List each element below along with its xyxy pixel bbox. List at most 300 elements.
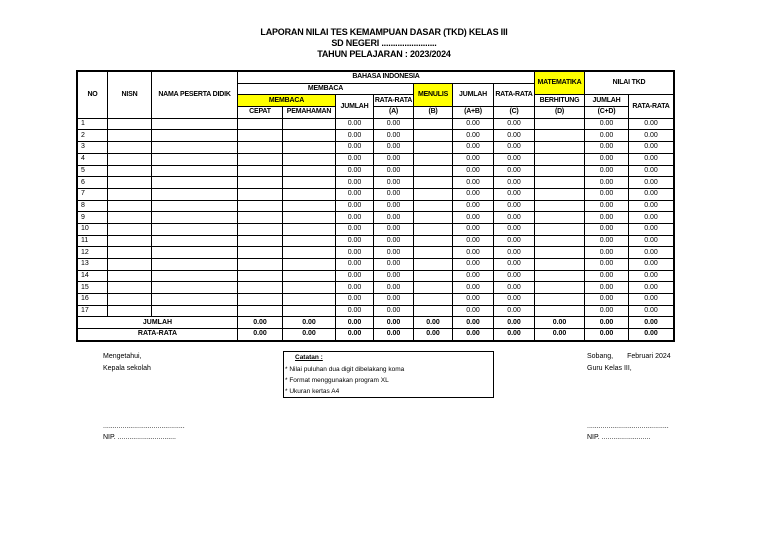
school-year: TAHUN PELAJARAN : 2023/2024	[317, 49, 451, 59]
row-number: 15	[78, 282, 108, 294]
cell-rata-c: 0.00	[494, 270, 535, 282]
col-membaca-sub: MEMBACA	[238, 95, 336, 107]
col-bahasa-indonesia: BAHASA INDONESIA	[238, 72, 535, 84]
cell-jumlah-cd: 0.00	[585, 223, 629, 235]
empty-cell	[152, 270, 238, 282]
empty-cell	[535, 165, 585, 177]
col-nilai-tkd: NILAI TKD	[585, 72, 674, 95]
row-number: 9	[78, 212, 108, 224]
summary-rata-label: RATA-RATA	[78, 329, 238, 341]
cell-rata-a: 0.00	[374, 282, 414, 294]
cell-jumlah-cd: 0.00	[585, 259, 629, 271]
empty-cell	[414, 130, 453, 142]
cell-jumlah: 0.00	[336, 235, 374, 247]
col-jumlah-ab-label: JUMLAH	[453, 83, 494, 106]
left-signature-line: ..........................................	[103, 423, 185, 430]
empty-cell	[414, 165, 453, 177]
cell-jumlah: 0.00	[336, 247, 374, 259]
empty-cell	[238, 165, 283, 177]
cell-jumlah: 0.00	[336, 305, 374, 317]
empty-cell	[108, 235, 152, 247]
notes-item: * Format menggunakan program XL	[285, 377, 389, 384]
empty-cell	[535, 247, 585, 259]
empty-cell	[238, 282, 283, 294]
cell-jumlah: 0.00	[336, 130, 374, 142]
cell-jumlah: 0.00	[336, 294, 374, 306]
empty-cell	[283, 200, 336, 212]
empty-cell	[238, 305, 283, 317]
summary-jumlah-cell: 0.00	[629, 317, 674, 329]
empty-cell	[283, 188, 336, 200]
empty-cell	[283, 223, 336, 235]
cell-jumlah-ab: 0.00	[453, 130, 494, 142]
summary-rata-cell: 0.00	[283, 329, 336, 341]
cell-rata-tkd: 0.00	[629, 223, 674, 235]
cell-rata-c: 0.00	[494, 188, 535, 200]
cell-jumlah-ab: 0.00	[453, 142, 494, 154]
row-number: 6	[78, 177, 108, 189]
summary-row-rata	[78, 329, 674, 341]
empty-cell	[152, 305, 238, 317]
left-nip: NIP. ..............................	[103, 434, 177, 441]
empty-cell	[414, 177, 453, 189]
col-no: NO	[78, 72, 108, 119]
empty-cell	[283, 153, 336, 165]
empty-cell	[238, 247, 283, 259]
row-number: 7	[78, 188, 108, 200]
cell-jumlah-ab: 0.00	[453, 165, 494, 177]
cell-rata-tkd: 0.00	[629, 142, 674, 154]
cell-rata-c: 0.00	[494, 259, 535, 271]
table-row	[78, 270, 674, 282]
cell-jumlah-cd: 0.00	[585, 165, 629, 177]
table-row	[78, 142, 674, 154]
row-number: 17	[78, 305, 108, 317]
empty-cell	[238, 153, 283, 165]
summary-jumlah-cell: 0.00	[585, 317, 629, 329]
cell-jumlah-cd: 0.00	[585, 177, 629, 189]
cell-rata-a: 0.00	[374, 130, 414, 142]
table-body	[78, 118, 674, 317]
summary-jumlah-cell: 0.00	[535, 317, 585, 329]
empty-cell	[283, 130, 336, 142]
empty-cell	[152, 165, 238, 177]
notes-box	[283, 351, 494, 398]
empty-cell	[414, 235, 453, 247]
table-row	[78, 177, 674, 189]
cell-jumlah: 0.00	[336, 282, 374, 294]
empty-cell	[152, 235, 238, 247]
cell-rata-c: 0.00	[494, 200, 535, 212]
empty-cell	[283, 270, 336, 282]
cell-rata-tkd: 0.00	[629, 165, 674, 177]
right-nip: NIP. .........................	[587, 434, 651, 441]
empty-cell	[535, 188, 585, 200]
cell-rata-tkd: 0.00	[629, 153, 674, 165]
summary-rata-cell: 0.00	[374, 329, 414, 341]
summary-rata-cell: 0.00	[494, 329, 535, 341]
summary-jumlah-cell: 0.00	[336, 317, 374, 329]
empty-cell	[108, 142, 152, 154]
empty-cell	[238, 235, 283, 247]
empty-cell	[535, 212, 585, 224]
empty-cell	[535, 270, 585, 282]
cell-jumlah-ab: 0.00	[453, 118, 494, 130]
cell-jumlah-ab: 0.00	[453, 294, 494, 306]
row-number: 14	[78, 270, 108, 282]
table-row	[78, 200, 674, 212]
col-cepat: CEPAT	[238, 107, 283, 119]
empty-cell	[535, 130, 585, 142]
cell-jumlah-cd: 0.00	[585, 118, 629, 130]
cell-jumlah-cd: 0.00	[585, 142, 629, 154]
empty-cell	[152, 259, 238, 271]
cell-jumlah-ab: 0.00	[453, 212, 494, 224]
col-jumlah: JUMLAH	[336, 95, 374, 118]
empty-cell	[414, 212, 453, 224]
col-pemahaman: PEMAHAMAN	[283, 107, 336, 119]
empty-cell	[152, 177, 238, 189]
cell-jumlah-ab: 0.00	[453, 282, 494, 294]
cell-rata-c: 0.00	[494, 282, 535, 294]
empty-cell	[238, 142, 283, 154]
empty-cell	[535, 259, 585, 271]
cell-rata-a: 0.00	[374, 235, 414, 247]
cell-jumlah-ab: 0.00	[453, 259, 494, 271]
cell-rata-tkd: 0.00	[629, 212, 674, 224]
row-number: 1	[78, 118, 108, 130]
empty-cell	[152, 282, 238, 294]
summary-row-jumlah	[78, 317, 674, 329]
empty-cell	[535, 305, 585, 317]
row-number: 4	[78, 153, 108, 165]
cell-jumlah-ab: 0.00	[453, 153, 494, 165]
col-nisn: NISN	[108, 72, 152, 119]
empty-cell	[152, 247, 238, 259]
cell-rata-tkd: 0.00	[629, 259, 674, 271]
empty-cell	[152, 118, 238, 130]
cell-rata-a: 0.00	[374, 177, 414, 189]
empty-cell	[108, 282, 152, 294]
cell-jumlah-ab: 0.00	[453, 177, 494, 189]
cell-rata-a: 0.00	[374, 247, 414, 259]
summary-rata-cell: 0.00	[629, 329, 674, 341]
cell-rata-tkd: 0.00	[629, 188, 674, 200]
cell-jumlah: 0.00	[336, 200, 374, 212]
cell-jumlah-ab: 0.00	[453, 200, 494, 212]
cell-rata-c: 0.00	[494, 212, 535, 224]
empty-cell	[414, 270, 453, 282]
col-jumlah-ab: (A+B)	[453, 107, 494, 119]
empty-cell	[414, 118, 453, 130]
col-membaca-group: MEMBACA	[238, 83, 414, 95]
cell-rata-tkd: 0.00	[629, 247, 674, 259]
cell-rata-c: 0.00	[494, 235, 535, 247]
cell-jumlah-cd: 0.00	[585, 305, 629, 317]
summary-jumlah-label: JUMLAH	[78, 317, 238, 329]
right-sig-date: Februari 2024	[627, 353, 671, 360]
empty-cell	[152, 294, 238, 306]
cell-jumlah-ab: 0.00	[453, 235, 494, 247]
summary-rata-cell: 0.00	[238, 329, 283, 341]
empty-cell	[108, 259, 152, 271]
col-rata-rata: RATA-RATA	[374, 95, 414, 107]
empty-cell	[108, 294, 152, 306]
cell-jumlah: 0.00	[336, 142, 374, 154]
row-number: 16	[78, 294, 108, 306]
cell-rata-tkd: 0.00	[629, 200, 674, 212]
cell-jumlah: 0.00	[336, 118, 374, 130]
cell-rata-tkd: 0.00	[629, 305, 674, 317]
cell-rata-c: 0.00	[494, 223, 535, 235]
right-sig-line2: Guru Kelas III,	[587, 365, 632, 372]
cell-jumlah: 0.00	[336, 153, 374, 165]
cell-rata-c: 0.00	[494, 294, 535, 306]
empty-cell	[152, 142, 238, 154]
summary-rata-cell: 0.00	[453, 329, 494, 341]
empty-cell	[414, 200, 453, 212]
col-berhitung-d: (D)	[535, 107, 585, 119]
summary-rata-cell: 0.00	[414, 329, 453, 341]
empty-cell	[283, 142, 336, 154]
cell-jumlah: 0.00	[336, 223, 374, 235]
table-row	[78, 235, 674, 247]
col-rata-tkd: RATA-RATA	[629, 95, 674, 118]
cell-jumlah-cd: 0.00	[585, 294, 629, 306]
col-menulis: MENULIS	[414, 83, 453, 106]
cell-jumlah: 0.00	[336, 165, 374, 177]
cell-jumlah-cd: 0.00	[585, 212, 629, 224]
empty-cell	[535, 118, 585, 130]
empty-cell	[108, 118, 152, 130]
empty-cell	[283, 212, 336, 224]
table-row	[78, 247, 674, 259]
table-row	[78, 305, 674, 317]
cell-rata-a: 0.00	[374, 188, 414, 200]
empty-cell	[238, 270, 283, 282]
summary-jumlah-cell: 0.00	[414, 317, 453, 329]
summary-jumlah-cell: 0.00	[453, 317, 494, 329]
empty-cell	[238, 118, 283, 130]
right-signature-line: ..........................................	[587, 423, 669, 430]
empty-cell	[238, 188, 283, 200]
empty-cell	[414, 247, 453, 259]
cell-rata-a: 0.00	[374, 305, 414, 317]
cell-jumlah-ab: 0.00	[453, 247, 494, 259]
empty-cell	[535, 153, 585, 165]
empty-cell	[414, 282, 453, 294]
empty-cell	[238, 294, 283, 306]
summary-jumlah-cell: 0.00	[494, 317, 535, 329]
empty-cell	[535, 142, 585, 154]
cell-jumlah-cd: 0.00	[585, 188, 629, 200]
empty-cell	[414, 223, 453, 235]
table-row	[78, 165, 674, 177]
empty-cell	[238, 200, 283, 212]
row-number: 10	[78, 223, 108, 235]
cell-jumlah: 0.00	[336, 177, 374, 189]
cell-rata-c: 0.00	[494, 247, 535, 259]
left-signature-block	[103, 351, 151, 375]
notes-heading: Catatan :	[295, 354, 323, 361]
empty-cell	[108, 305, 152, 317]
empty-cell	[535, 294, 585, 306]
empty-cell	[535, 177, 585, 189]
table-header	[78, 72, 674, 119]
empty-cell	[414, 153, 453, 165]
cell-rata-tkd: 0.00	[629, 118, 674, 130]
table-row	[78, 118, 674, 130]
table-summary	[78, 317, 674, 340]
cell-jumlah: 0.00	[336, 188, 374, 200]
col-rata-c: (C)	[494, 107, 535, 119]
empty-cell	[238, 212, 283, 224]
cell-rata-a: 0.00	[374, 118, 414, 130]
table-row	[78, 153, 674, 165]
empty-cell	[108, 188, 152, 200]
row-number: 5	[78, 165, 108, 177]
cell-rata-tkd: 0.00	[629, 282, 674, 294]
summary-jumlah-cell: 0.00	[238, 317, 283, 329]
cell-jumlah-cd: 0.00	[585, 282, 629, 294]
cell-jumlah-ab: 0.00	[453, 188, 494, 200]
empty-cell	[152, 130, 238, 142]
empty-cell	[414, 259, 453, 271]
cell-jumlah: 0.00	[336, 259, 374, 271]
empty-cell	[283, 247, 336, 259]
cell-rata-c: 0.00	[494, 305, 535, 317]
cell-rata-tkd: 0.00	[629, 294, 674, 306]
table-row	[78, 188, 674, 200]
empty-cell	[414, 142, 453, 154]
col-matematika: MATEMATIKA	[535, 72, 585, 95]
cell-rata-c: 0.00	[494, 118, 535, 130]
empty-cell	[152, 153, 238, 165]
cell-rata-c: 0.00	[494, 177, 535, 189]
notes-item: * Nilai puluhan dua digit dibelakang koma	[285, 366, 405, 373]
empty-cell	[108, 200, 152, 212]
summary-jumlah-cell: 0.00	[374, 317, 414, 329]
cell-rata-a: 0.00	[374, 212, 414, 224]
cell-jumlah-cd: 0.00	[585, 235, 629, 247]
cell-rata-tkd: 0.00	[629, 270, 674, 282]
row-number: 3	[78, 142, 108, 154]
left-sig-line1: Mengetahui,	[103, 353, 142, 360]
empty-cell	[283, 165, 336, 177]
empty-cell	[108, 212, 152, 224]
cell-jumlah-cd: 0.00	[585, 130, 629, 142]
table-row	[78, 223, 674, 235]
col-nama: NAMA PESERTA DIDIK	[152, 72, 238, 119]
empty-cell	[535, 200, 585, 212]
row-number: 12	[78, 247, 108, 259]
cell-rata-a: 0.00	[374, 270, 414, 282]
empty-cell	[152, 188, 238, 200]
col-jumlah-cd: (C+D)	[585, 107, 629, 119]
empty-cell	[414, 305, 453, 317]
empty-cell	[283, 118, 336, 130]
table-row	[78, 130, 674, 142]
col-rata-a: (A)	[374, 107, 414, 119]
col-menulis-b: (B)	[414, 107, 453, 119]
empty-cell	[108, 223, 152, 235]
cell-jumlah-ab: 0.00	[453, 270, 494, 282]
cell-rata-a: 0.00	[374, 165, 414, 177]
cell-rata-a: 0.00	[374, 200, 414, 212]
cell-rata-c: 0.00	[494, 153, 535, 165]
table-row	[78, 282, 674, 294]
empty-cell	[108, 177, 152, 189]
cell-jumlah-cd: 0.00	[585, 247, 629, 259]
cell-rata-a: 0.00	[374, 259, 414, 271]
empty-cell	[535, 235, 585, 247]
empty-cell	[108, 130, 152, 142]
empty-cell	[238, 259, 283, 271]
summary-rata-cell: 0.00	[535, 329, 585, 341]
summary-rata-cell: 0.00	[336, 329, 374, 341]
table-row	[78, 294, 674, 306]
cell-rata-a: 0.00	[374, 223, 414, 235]
cell-jumlah-ab: 0.00	[453, 305, 494, 317]
school-name: SD NEGERI ........................	[331, 38, 437, 48]
empty-cell	[414, 188, 453, 200]
empty-cell	[108, 153, 152, 165]
empty-cell	[238, 130, 283, 142]
row-number: 8	[78, 200, 108, 212]
table-row	[78, 212, 674, 224]
cell-rata-c: 0.00	[494, 165, 535, 177]
cell-jumlah: 0.00	[336, 212, 374, 224]
empty-cell	[238, 177, 283, 189]
empty-cell	[108, 270, 152, 282]
report-title: LAPORAN NILAI TES KEMAMPUAN DASAR (TKD) KELAS III	[260, 27, 508, 37]
cell-rata-a: 0.00	[374, 142, 414, 154]
cell-jumlah-cd: 0.00	[585, 270, 629, 282]
row-number: 11	[78, 235, 108, 247]
cell-jumlah-cd: 0.00	[585, 200, 629, 212]
empty-cell	[283, 259, 336, 271]
cell-jumlah-ab: 0.00	[453, 223, 494, 235]
empty-cell	[152, 212, 238, 224]
empty-cell	[108, 247, 152, 259]
cell-rata-c: 0.00	[494, 142, 535, 154]
empty-cell	[283, 235, 336, 247]
cell-rata-tkd: 0.00	[629, 177, 674, 189]
empty-cell	[283, 305, 336, 317]
empty-cell	[414, 294, 453, 306]
cell-rata-a: 0.00	[374, 294, 414, 306]
empty-cell	[152, 223, 238, 235]
summary-rata-cell: 0.00	[585, 329, 629, 341]
right-signature-block	[587, 351, 671, 375]
cell-rata-tkd: 0.00	[629, 235, 674, 247]
table-row	[78, 259, 674, 271]
row-number: 13	[78, 259, 108, 271]
cell-rata-tkd: 0.00	[629, 130, 674, 142]
score-table	[77, 71, 674, 341]
empty-cell	[238, 223, 283, 235]
col-jumlah-cd-label: JUMLAH	[585, 95, 629, 107]
empty-cell	[283, 282, 336, 294]
empty-cell	[535, 282, 585, 294]
empty-cell	[152, 200, 238, 212]
col-rata-c-label: RATA-RATA	[494, 83, 535, 106]
notes-item: * Ukuran kertas A4	[285, 388, 340, 395]
row-number: 2	[78, 130, 108, 142]
cell-rata-c: 0.00	[494, 130, 535, 142]
left-sig-line2: Kepala sekolah	[103, 365, 151, 372]
empty-cell	[283, 177, 336, 189]
